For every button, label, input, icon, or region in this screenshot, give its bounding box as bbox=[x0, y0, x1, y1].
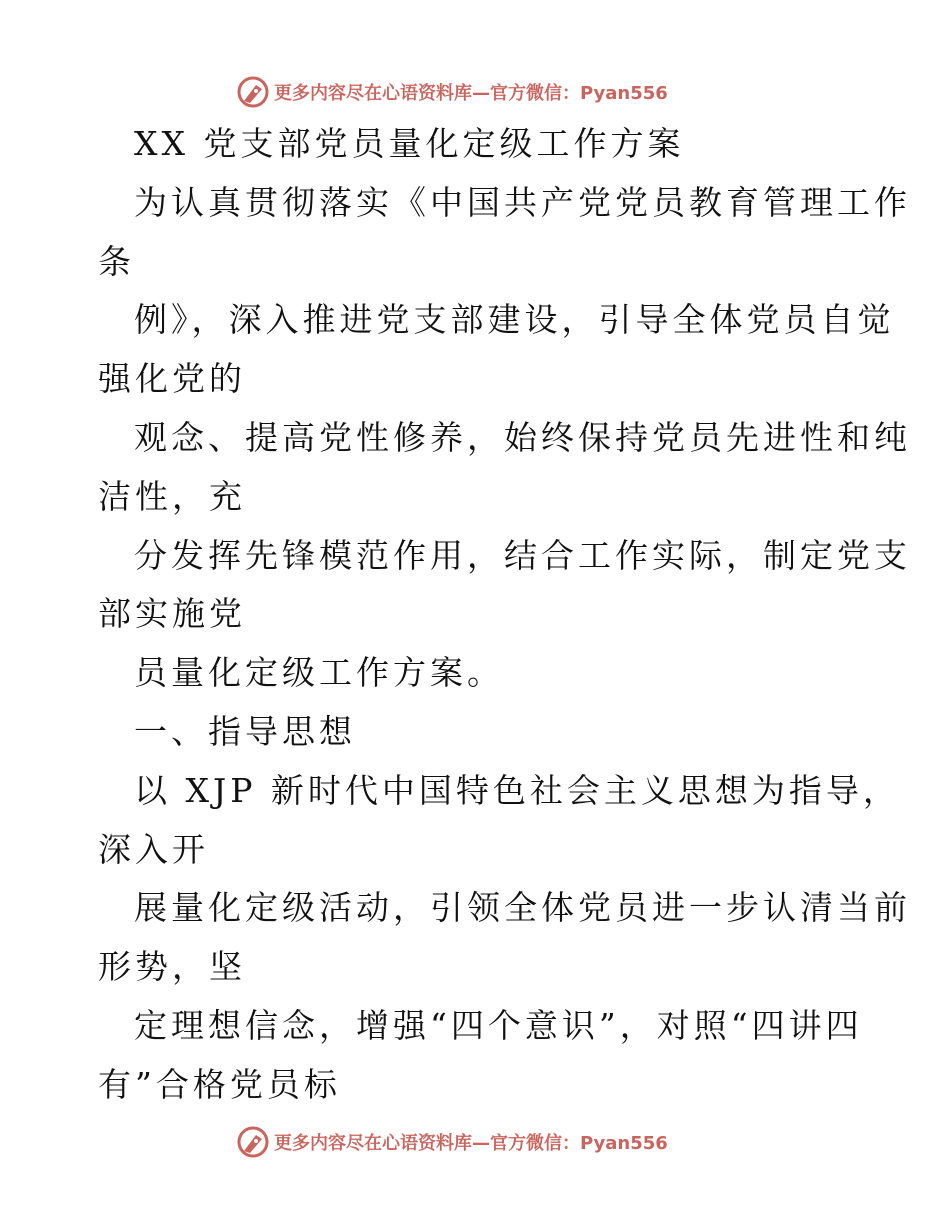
text-line: 观念、提高党性修养，始终保持党员先进性和纯 bbox=[134, 417, 911, 457]
watermark-footer bbox=[236, 1122, 668, 1162]
watermark-text: 更多内容尽在心语资料库—官方微信：Pyan556 bbox=[274, 1133, 668, 1154]
text-line: 以 XJP 新时代中国特色社会主义思想为指导， bbox=[134, 770, 900, 810]
text-line: 形势，坚 bbox=[98, 947, 246, 987]
watermark-text: 更多内容尽在心语资料库—官方微信：Pyan556 bbox=[274, 83, 668, 104]
pen-nib-logo-icon bbox=[236, 1125, 270, 1159]
text-line: 深入开 bbox=[98, 829, 209, 869]
text-line: 员量化定级工作方案。 bbox=[134, 653, 504, 693]
text-line: 定理想信念，增强“四个意识”，对照“四讲四 bbox=[134, 1005, 863, 1045]
pen-nib-logo-icon bbox=[236, 75, 270, 109]
text-line: 一、指导思想 bbox=[134, 711, 356, 751]
text-line: 部实施党 bbox=[98, 594, 246, 634]
text-line: 展量化定级活动，引领全体党员进一步认清当前 bbox=[134, 888, 911, 928]
document-body bbox=[98, 115, 911, 1115]
text-line: 洁性，充 bbox=[98, 476, 246, 516]
text-line: 分发挥先锋模范作用，结合工作实际，制定党支 bbox=[134, 535, 911, 575]
text-line: 条 bbox=[98, 241, 135, 281]
text-line: 例》，深入推进党支部建设，引导全体党员自觉 bbox=[134, 300, 895, 340]
watermark-header bbox=[236, 72, 668, 112]
text-line: 有”合格党员标 bbox=[98, 1064, 341, 1104]
text-line: XX 党支部党员量化定级工作方案 bbox=[134, 124, 685, 163]
text-line: 为认真贯彻落实《中国共产党党员教育管理工作 bbox=[134, 182, 911, 222]
text-line: 强化党的 bbox=[98, 359, 246, 399]
